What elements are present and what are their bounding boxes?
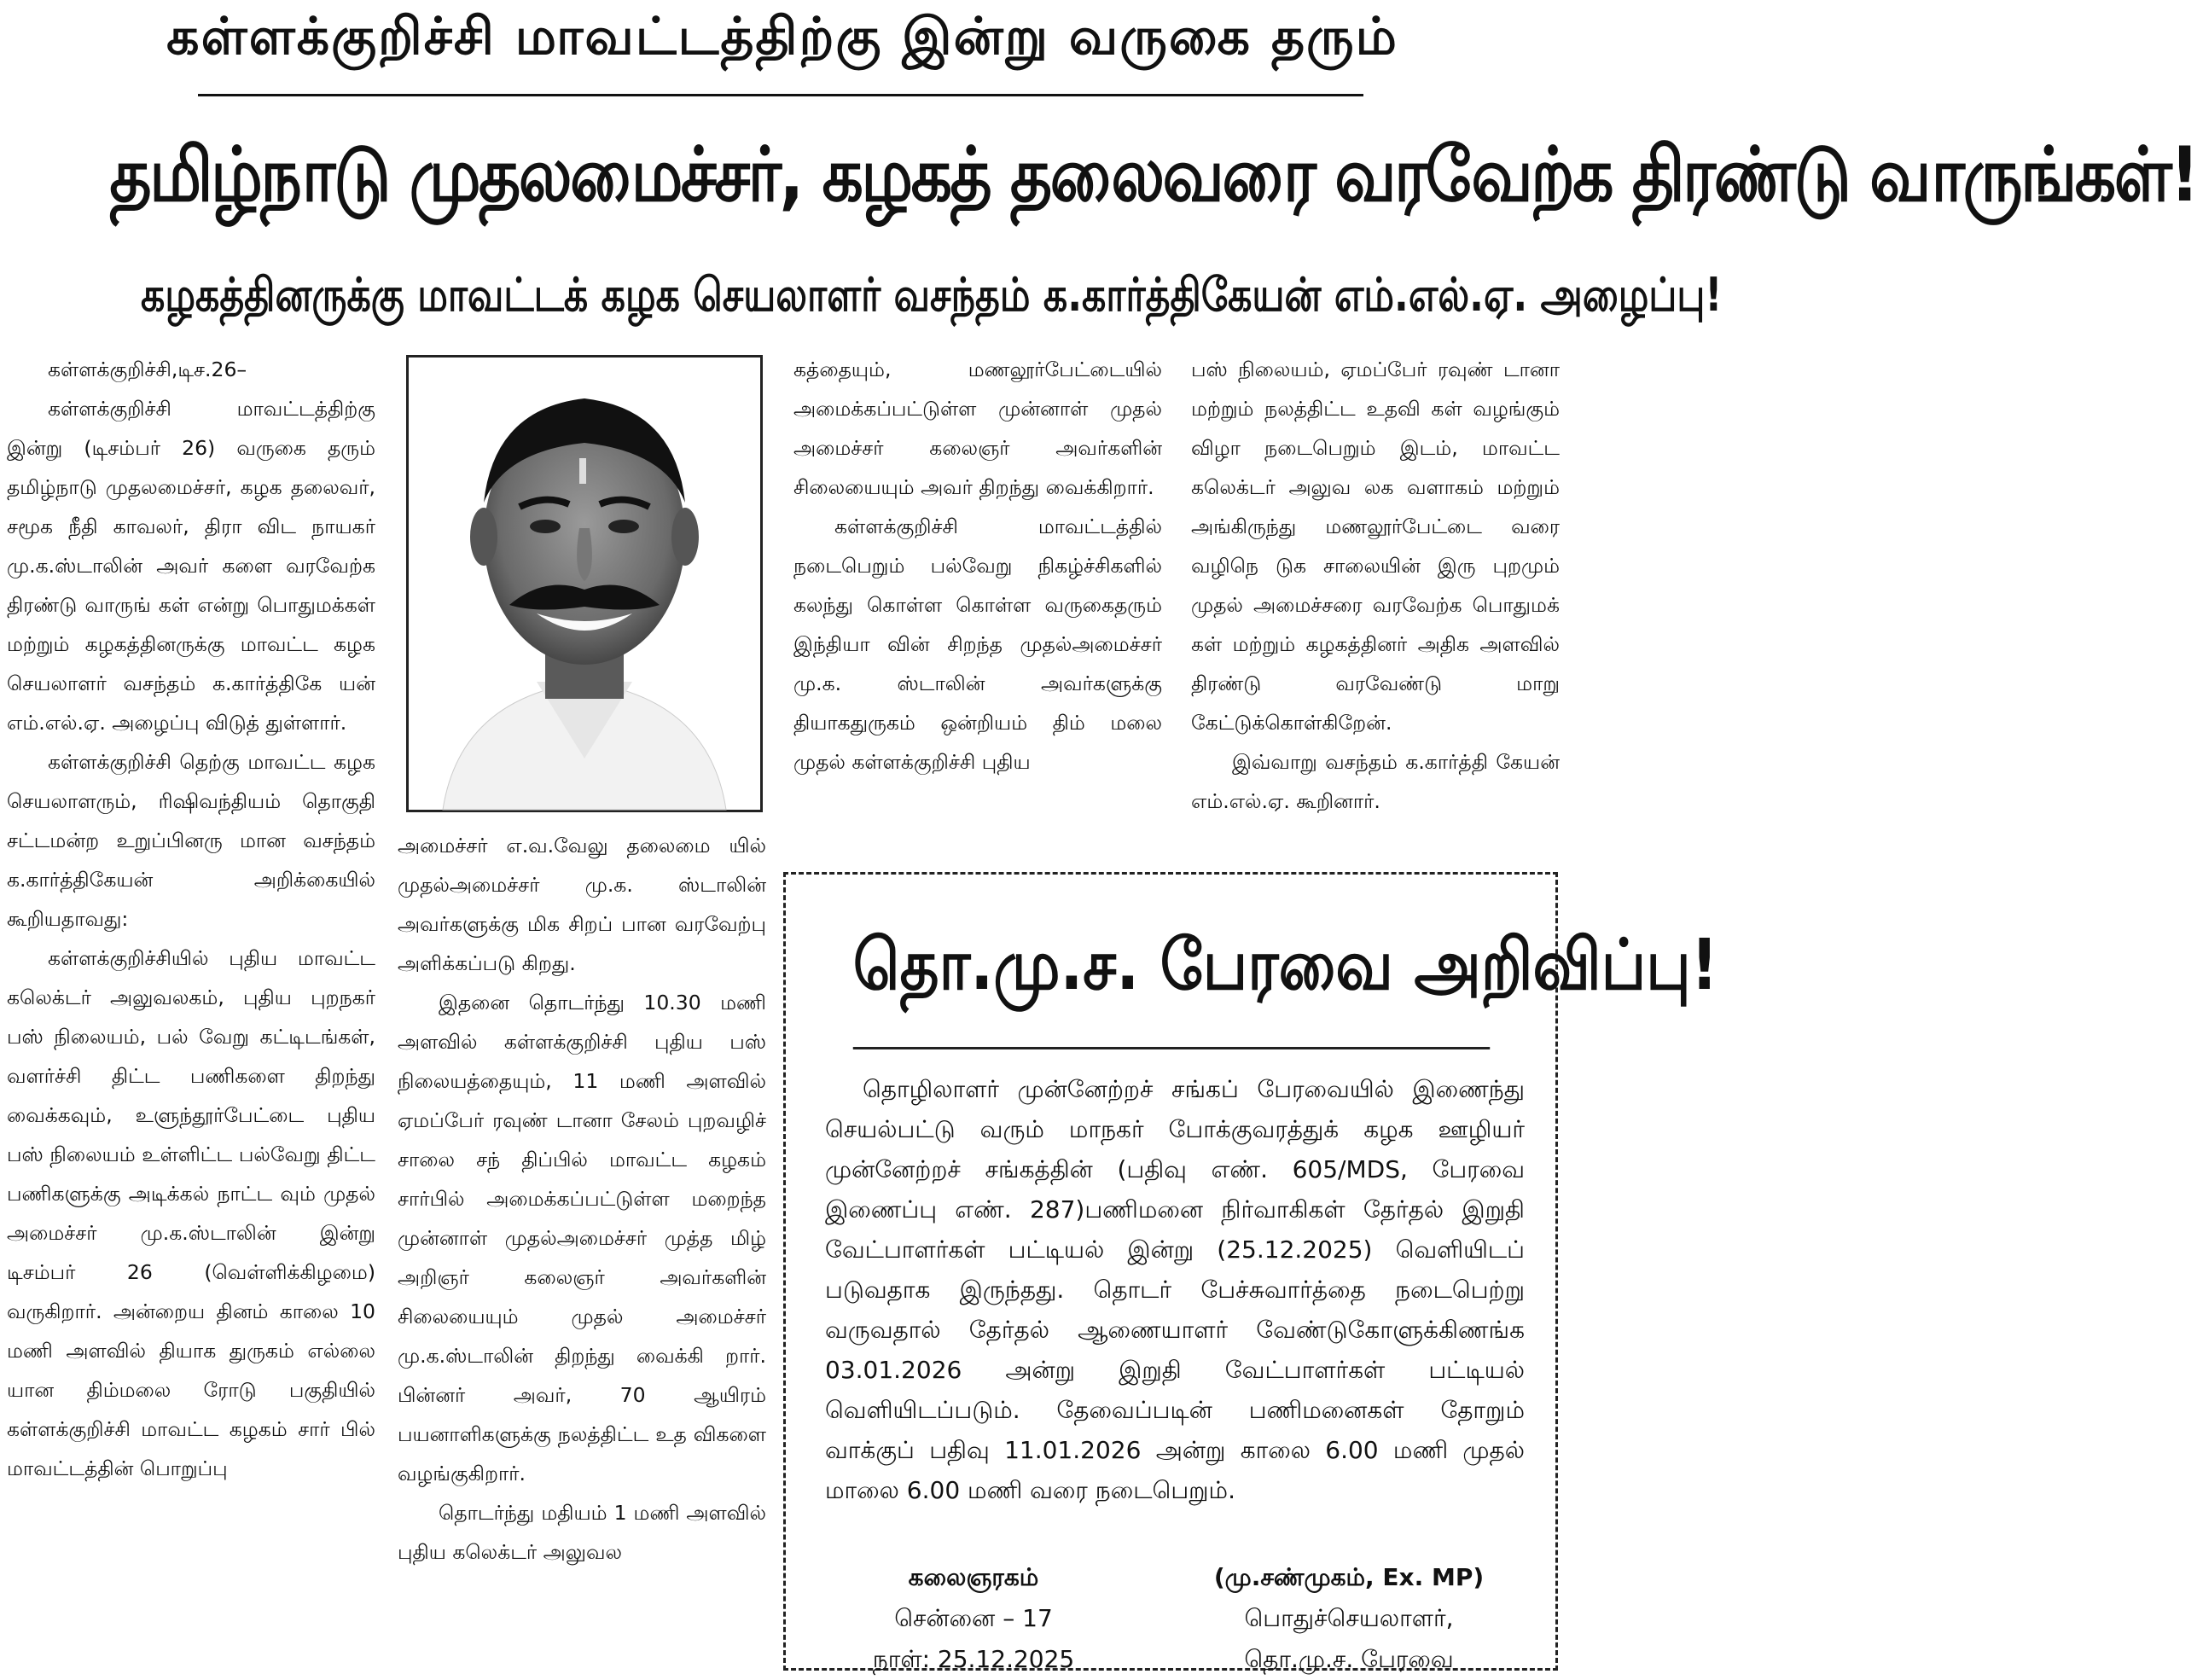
union-notice-box: [783, 872, 1718, 1673]
article-column-4: [1191, 350, 1560, 821]
notice-signatory: [1187, 1557, 1511, 1680]
article-paragraph: கள்ளக்குறிச்சியில் புதிய மாவட்ட கலெக்டர் அலுவலகம், புதிய புறநகர் பஸ் நிலையம், பல் வேறு கட்டிடங்கள், வளர்ச்சி திட்ட பணிகளை திறந்து வைக்கவும், உளுந்தூர்பேட்டை புதிய பஸ் நிலையம் உள்ளிட்ட பல்வேறு திட்ட பணிகளுக்கு அடிக்கல் நாட்ட வும் முதல் அமைச்சர் மு.க.ஸ்டாலின் இன்று டிசம்பர் 26 (வெள்ளிக்கிழமை) வருகிறார். அன்றைய தினம் காலை 10 மணி அளவில் தியாக துருகம் எல்லை யான திம்மலை ரோடு பகுதியில் கள்ளக்குறிச்சி மாவட்ட கழகம் சார் பில் மாவட்டத்தின் பொறுப்பு: [7, 946, 375, 1480]
article-paragraph: கள்ளக்குறிச்சி மாவட்டத்திற்கு இன்று (டிசம்பர் 26) வருகை தரும் தமிழ்நாடு முதலமைச்சர், கழக தலைவர், சமூக நீதி காவலர், திரா விட நாயகர் மு.க.ஸ்டாலின் அவர் களை வரவேற்க திரண்டு வாருங் கள் என்று பொதுமக்கள் மற்றும் கழகத்தினருக்கு மாவட்ட கழக செயலாளர் வசந்தம் க.கார்த்திகே யன் எம்.எல்.ஏ. அழைப்பு விடுத் துள்ளார்.: [7, 397, 375, 735]
article-column-2: [398, 826, 766, 1572]
dateline: கள்ளக்குறிச்சி,டிச.26–: [48, 358, 247, 381]
signatory-org: தொ.மு.ச. பேரவை: [1244, 1645, 1454, 1673]
office-name: கலைஞரகம்: [908, 1563, 1039, 1591]
article-paragraph: கள்ளக்குறிச்சி மாவட்டத்தில் நடைபெறும் பல்வேறு நிகழ்ச்சிகளில் கலந்து கொள்ள கொள்ள வருகைதரும் இந்தியா வின் சிறந்த முதல்அமைச்சர் மு.க. ஸ்டாலின் அவர்களுக்கு தியாகதுருகம் ஒன்றியம் திம் மலை முதல் கள்ளக்குறிச்சி புதிய: [793, 514, 1162, 774]
article-column-3: [793, 350, 1162, 782]
notice-place-date: [854, 1557, 1093, 1680]
signatory-name: (மு.சண்முகம், Ex. MP): [1213, 1563, 1485, 1591]
kicker-heading: கள்ளக்குறிச்சி மாவட்டத்திற்கு இன்று வருகை தரும்: [166, 7, 1398, 67]
sub-headline: கழகத்தினருக்கு மாவட்டக் கழக செயலாளர் வசந்தம் க.கார்த்திகேயன் எம்.எல்.ஏ. அழைப்பு!: [141, 268, 1723, 322]
article-paragraph: இவ்வாறு வசந்தம் க.கார்த்தி கேயன் எம்.எல்.ஏ. கூறினார்.: [1191, 750, 1560, 813]
portrait-photo: [406, 355, 763, 812]
main-headline: தமிழ்நாடு முதலமைச்சர், கழகத் தலைவரை வரவேற்க திரண்டு வாருங்கள்!: [109, 131, 2197, 218]
notice-paragraph: தொழிலாளர் முன்னேற்றச் சங்கப் பேரவையில் இணைந்து செயல்பட்டு வரும் மாநகர் போக்குவரத்துக் கழக ஊழியர் முன்னேற்றச் சங்கத்தின் (பதிவு எண். 605/MDS, பேரவை இணைப்பு எண். 287)பணிமனை நிர்வாகிகள் தேர்தல் இறுதி வேட்பாளர்கள் பட்டியல் இன்று (25.12.2025) வெளியிடப் படுவதாக இருந்தது. தொடர் பேச்சுவார்த்தை நடைபெற்று வருவதால் தேர்தல் ஆணையாளர் வேண்டுகோளுக்கிணங்க 03.01.2026 அன்று இறுதி வேட்பாளர்கள் பட்டியல் வெளியிடப்படும். தேவைப்படின் பணிமனைகள் தோறும் வாக்குப் பதிவு 11.01.2026 அன்று காலை 6.00 மணி முதல் மாலை 6.00 மணி வரை நடைபெறும்.: [825, 1075, 1525, 1504]
article-paragraph: இதனை தொடர்ந்து 10.30 மணி அளவில் கள்ளக்குறிச்சி புதிய பஸ் நிலையத்தையும், 11 மணி அளவில் ஏமப்பேர் ரவுண் டானா சேலம் புறவழிச் சாலை சந் திப்பில் மாவட்ட கழகம் சார்பில் அமைக்கப்பட்டுள்ள மறைந்த முன்னாள் முதல்அமைச்சர் முத்த மிழ் அறிஞர் கலைஞர் அவர்களின் சிலையையும் முதல் அமைச்சர் மு.க.ஸ்டாலின் திறந்து வைக்கி றார். பின்னர் அவர், 70 ஆயிரம் பயனாளிகளுக்கு நலத்திட்ட உத விகளை வழங்குகிறார்.: [398, 991, 766, 1485]
signatory-title: பொதுச்செயலாளர்,: [1244, 1604, 1454, 1632]
notice-title: தொ.மு.ச. பேரவை அறிவிப்பு!: [853, 885, 1490, 1049]
portrait-illustration: [409, 358, 760, 810]
notice-date: நாள்: 25.12.2025: [872, 1645, 1075, 1673]
article-paragraph: பஸ் நிலையம், ஏமப்பேர் ரவுண் டானா மற்றும் நலத்திட்ட உதவி கள் வழங்கும் விழா நடைபெறும் இடம், மாவட்ட கலெக்டர் அலுவ லக வளாகம் மற்றும் அங்கிருந்து மணலூர்பேட்டை வரை வழிநெ டுக சாலையின் இரு புறமும் முதல் அமைச்சரை வரவேற்க பொதுமக் கள் மற்றும் கழகத்தினர் அதிக அளவில் திரண்டு வரவேண்டு மாறு கேட்டுக்கொள்கிறேன்.: [1191, 358, 1560, 735]
heading-divider: [198, 94, 1363, 96]
article-column-1: [7, 350, 375, 1488]
article-paragraph: அமைச்சர் எ.வ.வேலு தலைமை யில் முதல்அமைச்சர் மு.க. ஸ்டாலின் அவர்களுக்கு மிக சிறப் பான வரவேற்பு அளிக்கப்படு கிறது.: [398, 834, 766, 975]
article-paragraph: தொடர்ந்து மதியம் 1 மணி அளவில் புதிய கலெக்டர் அலுவல: [398, 1501, 766, 1564]
office-city: சென்னை – 17: [894, 1604, 1053, 1632]
article-paragraph: கள்ளக்குறிச்சி தெற்கு மாவட்ட கழக செயலாளரும், ரிஷிவந்தியம் தொகுதி சட்டமன்ற உறுப்பினரு மான வசந்தம் க.கார்த்திகேயன் அறிக்கையில் கூறியதாவது:: [7, 750, 375, 931]
notice-body: [825, 1069, 1525, 1510]
article-paragraph: கத்தையும், மணலூர்பேட்டையில் அமைக்கப்பட்டுள்ள முன்னாள் முதல் அமைச்சர் கலைஞர் அவர்களின் சிலையையும் அவர் திறந்து வைக்கிறார்.: [793, 358, 1162, 499]
